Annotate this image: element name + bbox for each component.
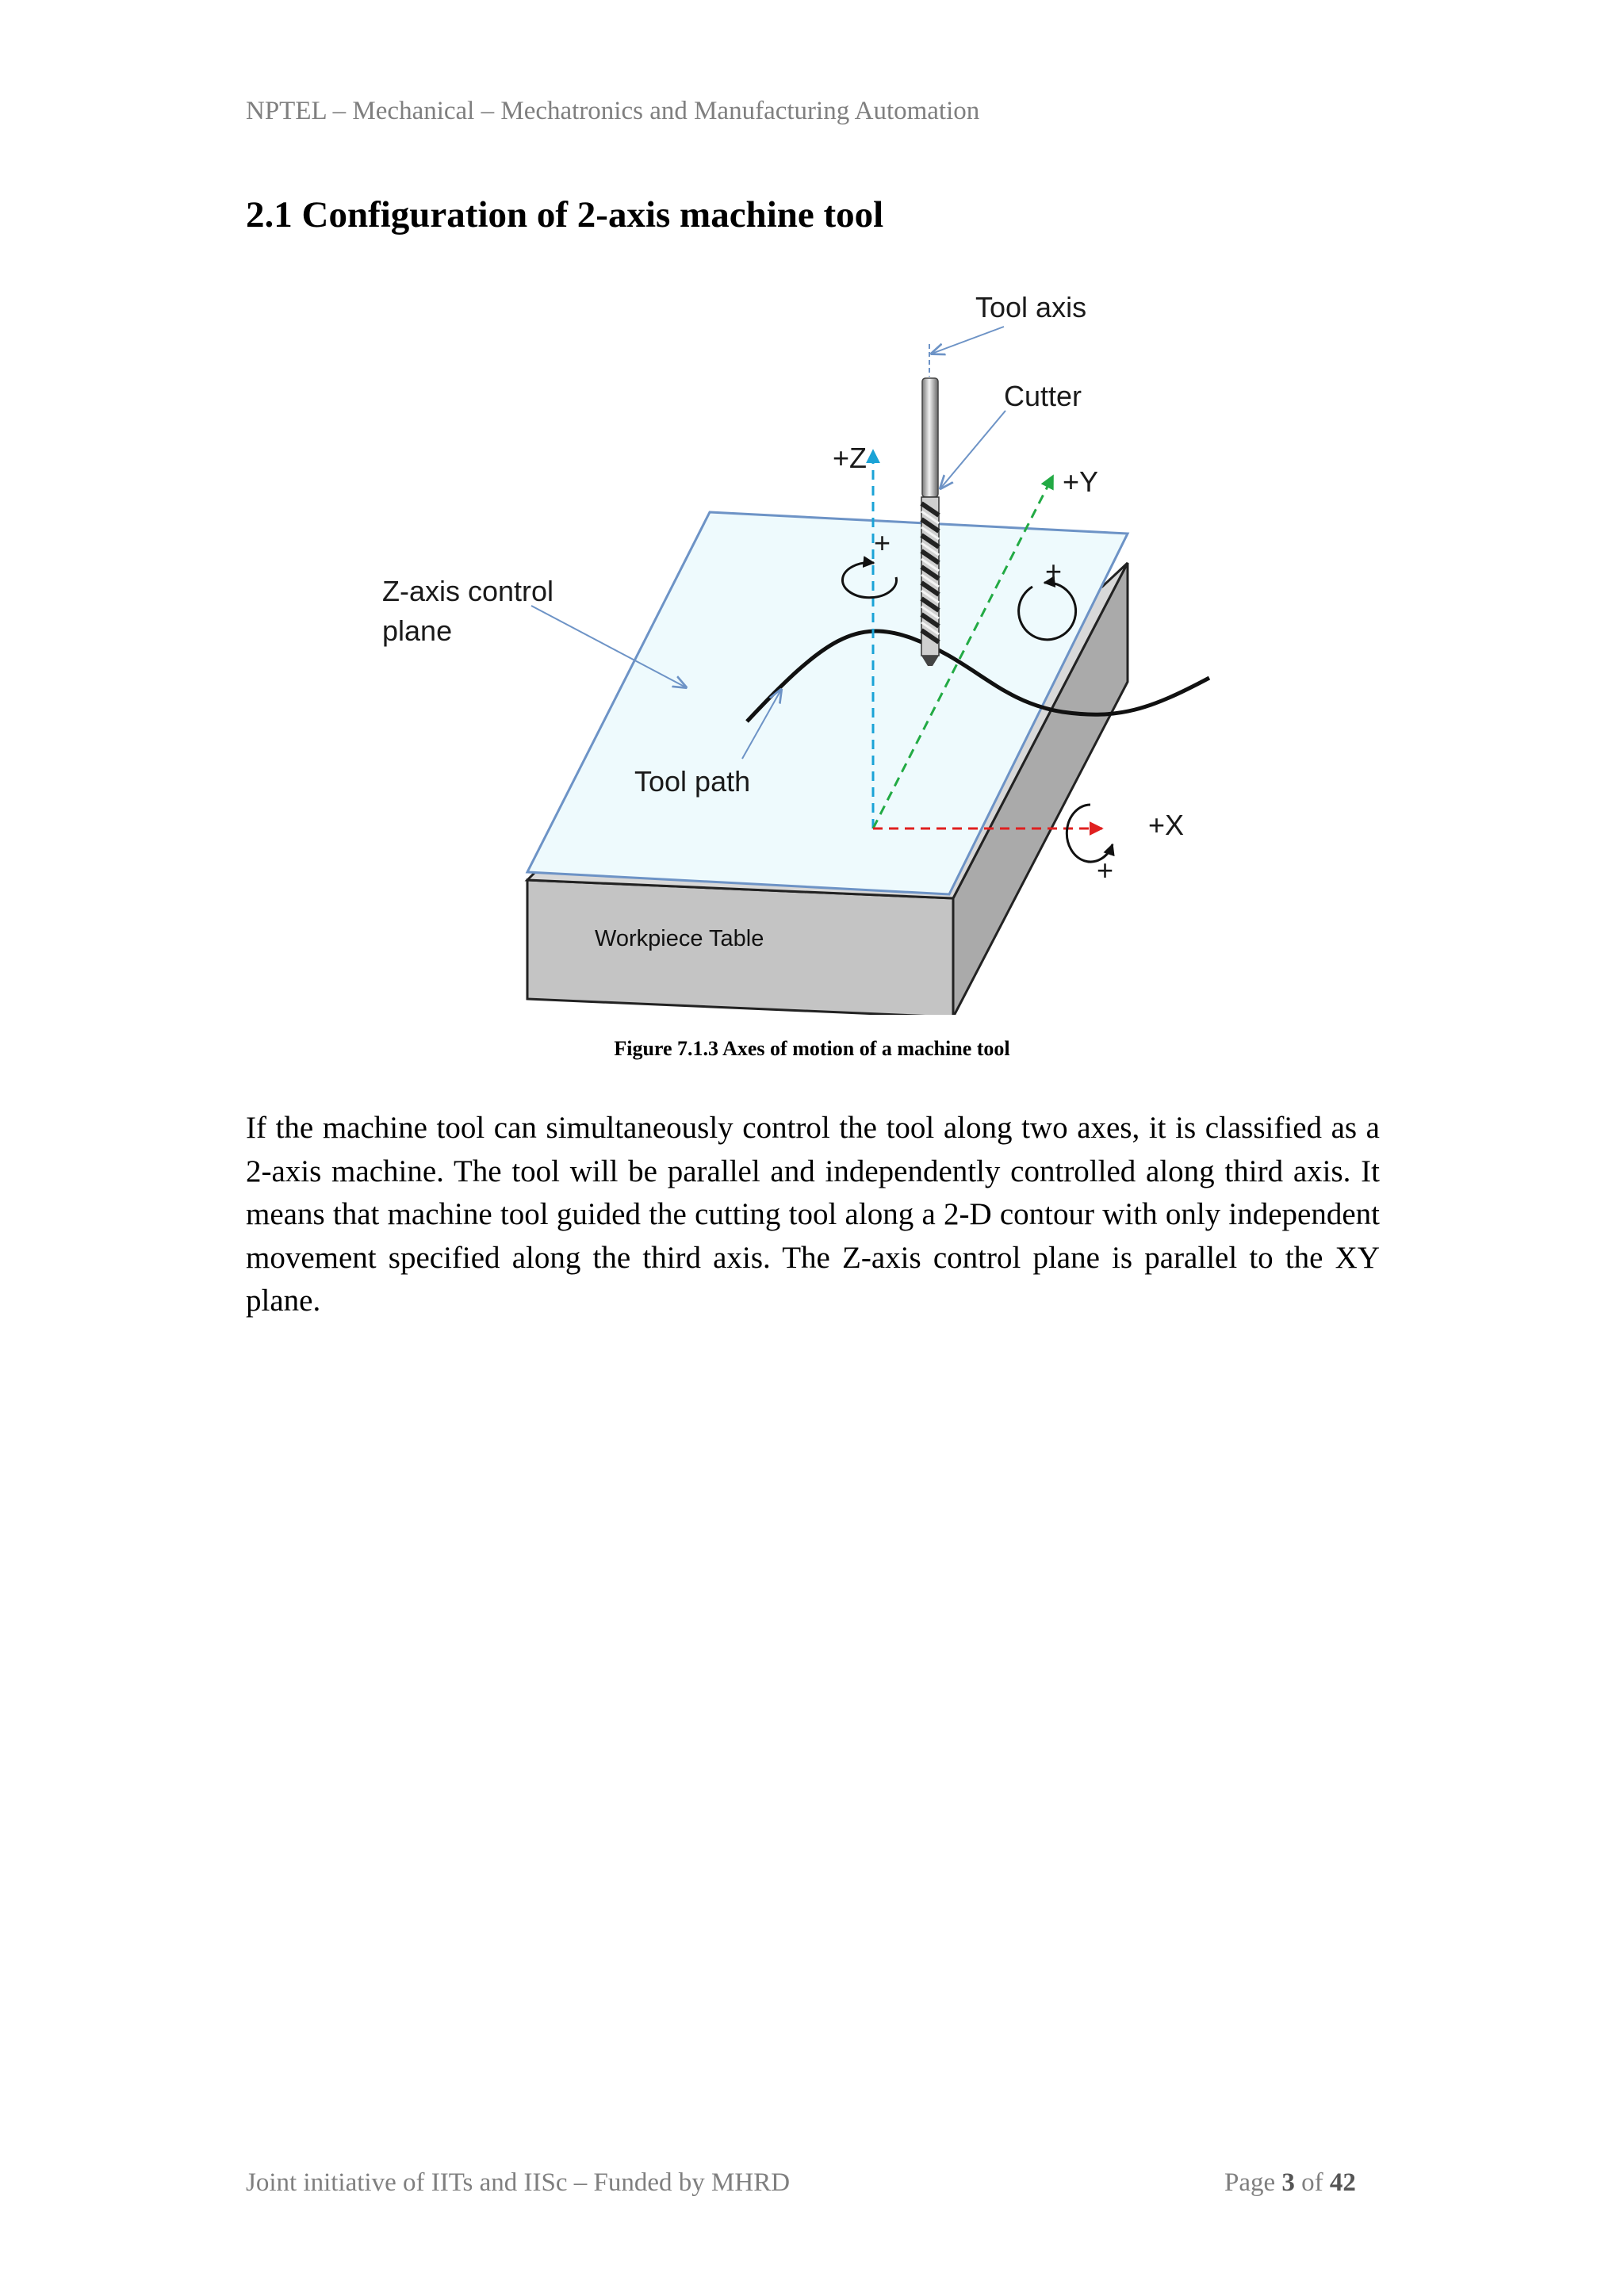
plus-z-label: +Z (833, 442, 868, 474)
running-header: NPTEL – Mechanical – Mechatronics and Manufacturing Automation (246, 97, 980, 125)
page-number (1224, 2168, 1356, 2198)
rotation-about-x-icon (1067, 805, 1113, 886)
total-pages: 42 (1329, 2168, 1356, 2197)
svg-text:+: + (874, 526, 891, 559)
plane-label-line2: plane (382, 614, 453, 647)
page-prefix: Page (1224, 2168, 1276, 2197)
cutter-leader (940, 411, 1005, 488)
plane-label-line1: Z-axis control (382, 575, 554, 607)
body-paragraph: If the machine tool can simultaneously control the tool along two axes, it is classified as a 2-axis machine. The tool will be parallel and independently controlled along third axis. It means that machine tool guided the cutting tool along a 2-D contour with only independent movement specified along the third axis. The Z-axis control plane is parallel to the XY plane. (246, 1111, 1380, 1318)
figure-caption: Figure 7.1.3 Axes of motion of a machine tool (614, 1037, 1010, 1060)
current-page: 3 (1281, 2168, 1295, 2197)
footer-credit: Joint initiative of IITs and IISc – Funded by MHRD (246, 2168, 791, 2197)
section-title: 2.1 Configuration of 2-axis machine tool (246, 194, 884, 235)
cutter-label: Cutter (1004, 380, 1082, 412)
tool-axis-leader (932, 327, 1004, 354)
plus-y-label: +Y (1063, 465, 1099, 498)
tool-axis-label: Tool axis (975, 291, 1087, 323)
svg-text:+: + (1045, 555, 1063, 587)
workpiece-table-label: Workpiece Table (595, 926, 764, 951)
tool-path-label: Tool path (634, 765, 751, 798)
cutter-tool (921, 344, 939, 666)
svg-text:+: + (1097, 854, 1114, 886)
axes-diagram (349, 277, 1300, 1015)
plus-x-label: +X (1148, 809, 1185, 841)
page-of: of (1301, 2168, 1323, 2197)
machine-tool-axes-figure (349, 277, 1300, 1015)
